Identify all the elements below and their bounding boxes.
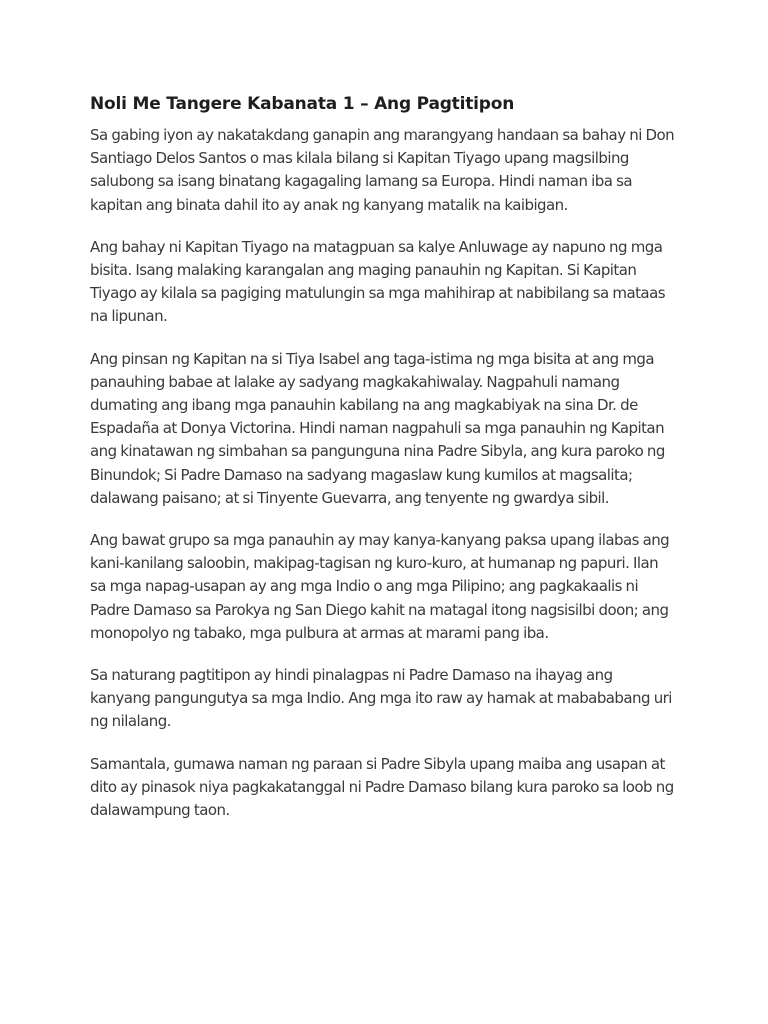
document-title: Noli Me Tangere Kabanata 1 – Ang Pagtitipon: [90, 94, 515, 114]
paragraph-2: Ang bahay ni Kapitan Tiyago na matagpuan sa kalye Anluwage ay napuno ng mga bisita. Isang malaking karangalan ang maging panauhin ng Kapitan. Si Kapitan Tiyago ay kilala sa pagiging matulungin sa mga mahihirap at nabibilang sa mataas na lipunan.: [90, 237, 665, 326]
paragraph-3: Ang pinsan ng Kapitan na si Tiya Isabel ang taga-istima ng mga bisita at ang mga panauhing babae at lalake ay sadyang magkakahiwalay. Nagpahuli namang dumating ang ibang mga panauhin kabilang na ang magkabiyak na sina Dr. de Espadaña at Donya Victorina. Hindi naman nagpahuli sa mga panauhin ng Kapitan ang kinatawan ng simbahan sa pangunguna nina Padre Sibyla, ang kura paroko ng Binundok; Si Padre Damaso na sadyang magaslaw kung kumilos at magsalita; dalawang paisano; at si Tinyente Guevarra, ang tenyente ng gwardya sibil.: [90, 349, 665, 507]
paragraph-6: Samantala, gumawa naman ng paraan si Padre Sibyla upang maiba ang usapan at dito ay pinasok niya pagkakatanggal ni Padre Damaso bilang kura paroko sa loob ng dalawampung taon.: [90, 754, 674, 820]
paragraph-5: Sa naturang pagtitipon ay hindi pinalagpas ni Padre Damaso na ihayag ang kanyang pangungutya sa mga Indio. Ang mga ito raw ay hamak at mabababang uri ng nilalang.: [90, 666, 672, 731]
document-page: [90, 92, 676, 841]
paragraph-4: Ang bawat grupo sa mga panauhin ay may kanya-kanyang paksa upang ilabas ang kani-kanilang saloobin, makipag-tagisan ng kuro-kuro, at humanap ng papuri. Ilan sa mga napag-usapan ay ang mga Indio o ang mga Pilipino; ang pagkakaalis ni Padre Damaso sa Parokya ng San Diego kahit na matagal itong nagsisilbi doon; ang monopolyo ng tabako, mga pulbura at armas at marami pang iba.: [90, 531, 670, 642]
paragraph-1: Sa gabing iyon ay nakatakdang ganapin ang marangyang handaan sa bahay ni Don Santiago Delos Santos o mas kilala bilang si Kapitan Tiyago upang magsilbing salubong sa isang binatang kagagaling lamang sa Europa. Hindi naman iba sa kapitan ang binata dahil ito ay anak ng kanyang matalik na kaibigan.: [90, 126, 675, 214]
